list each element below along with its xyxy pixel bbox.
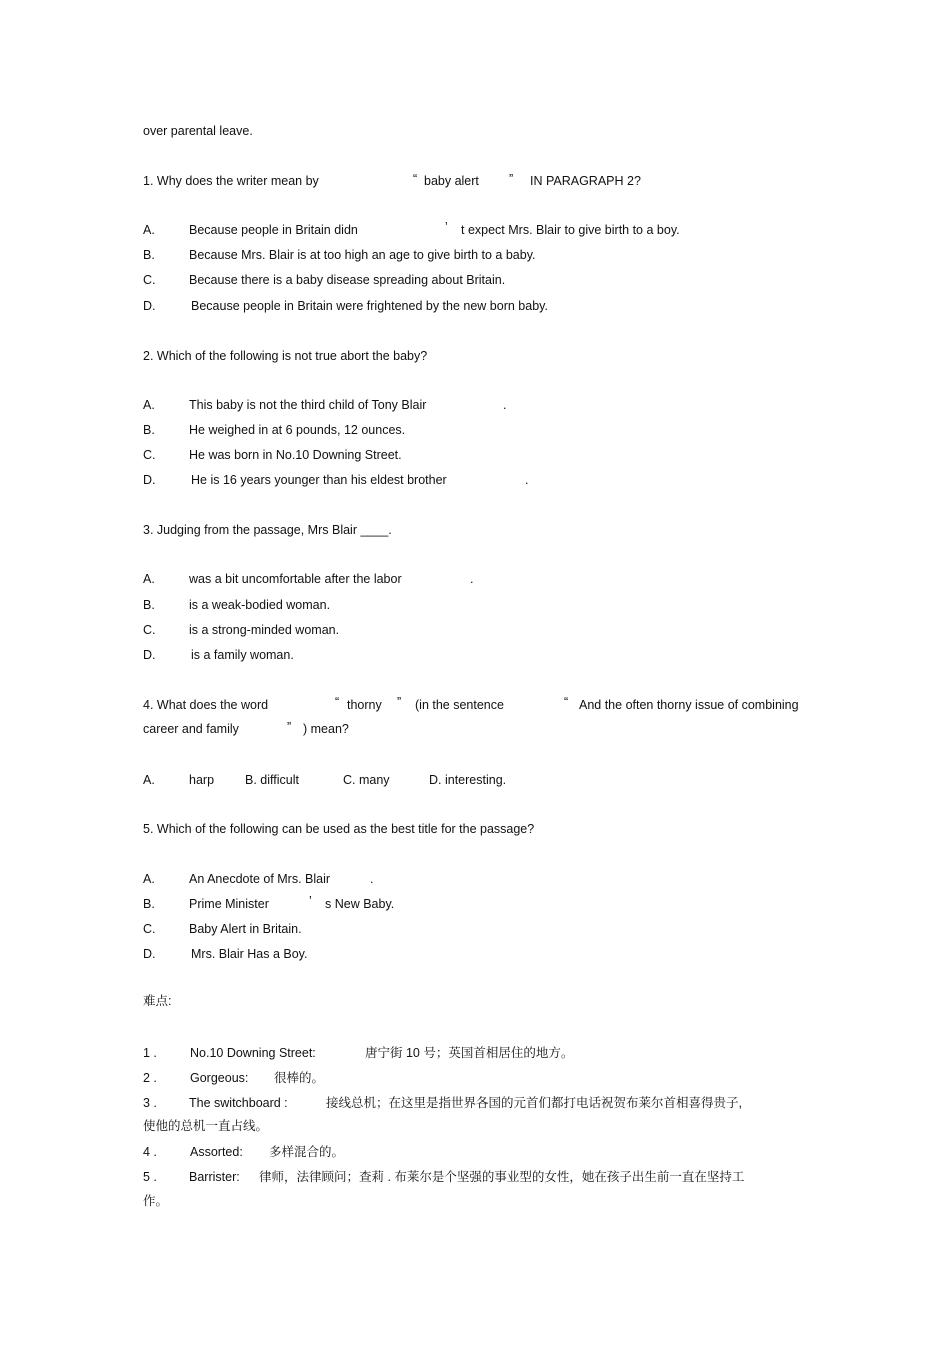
q1-option-a-apostrophe: ’ xyxy=(445,220,448,234)
q4-stem: 4. What does the word xyxy=(143,698,269,712)
q5-stem: 5. Which of the following can be used as the best title for the passage? xyxy=(143,822,535,836)
q3-option-d-letter: D. xyxy=(143,648,156,662)
q3-option-c-text: is a strong-minded woman. xyxy=(189,623,340,637)
q4-sentence-end: career and family xyxy=(143,722,239,736)
q1-option-a-text: Because people in Britain didn xyxy=(189,223,358,237)
q5-option-b-letter: B. xyxy=(143,897,155,911)
q3-option-c-letter: C. xyxy=(143,623,156,637)
notes-heading: 难点: xyxy=(143,994,172,1008)
q4-quote-close-2: ” xyxy=(287,720,292,734)
q1-option-c-text: Because there is a baby disease spreading about Britain. xyxy=(189,273,506,287)
note-3-number: 3 . xyxy=(143,1096,157,1110)
q5-option-b-text-end: s New Baby. xyxy=(325,897,395,911)
q1-option-c-letter: C. xyxy=(143,273,156,287)
q3-option-d-text: is a family woman. xyxy=(191,648,294,662)
q5-option-a-text: An Anecdote of Mrs. Blair xyxy=(189,872,331,886)
q4-quote-close-1: ” xyxy=(397,695,402,709)
q4-stem-end: ) mean? xyxy=(303,722,349,736)
q1-phrase: baby alert xyxy=(424,174,479,188)
q4-sentence: And the often thorny issue of combining xyxy=(579,698,799,712)
q5-option-a-dot: . xyxy=(370,872,374,886)
q3-option-a-text: was a bit uncomfortable after the labor xyxy=(189,572,402,586)
note-5-continuation: 作。 xyxy=(143,1194,169,1208)
q4-quote-open-1: “ xyxy=(335,695,340,709)
q1-option-b-text: Because Mrs. Blair is at too high an age to give birth to a baby. xyxy=(189,248,536,262)
q5-option-d-letter: D. xyxy=(143,947,156,961)
note-1-term: No.10 Downing Street: xyxy=(190,1046,316,1060)
q2-option-d-text: He is 16 years younger than his eldest brother xyxy=(191,473,447,487)
q3-option-a-letter: A. xyxy=(143,572,155,586)
q3-option-b-text: is a weak-bodied woman. xyxy=(189,598,331,612)
q4-option-b: B. difficult xyxy=(245,773,299,787)
q2-option-d-letter: D. xyxy=(143,473,156,487)
q2-option-a-dot: . xyxy=(503,398,507,412)
q5-option-c-letter: C. xyxy=(143,922,156,936)
q4-option-a-text: harp xyxy=(189,773,215,787)
note-2-number: 2 . xyxy=(143,1071,157,1085)
q5-option-d-text: Mrs. Blair Has a Boy. xyxy=(191,947,308,961)
note-3-definition: 接线总机；在这里是指世界各国的元首们都打电话祝贺布莱尔首相喜得贵子, xyxy=(326,1096,742,1110)
q1-option-b-letter: B. xyxy=(143,248,155,262)
note-5-number: 5 . xyxy=(143,1170,157,1184)
q4-option-d: D. interesting. xyxy=(429,773,507,787)
note-4-number: 4 . xyxy=(143,1145,157,1159)
note-2-definition: 很棒的。 xyxy=(274,1071,325,1085)
note-1-number: 1 . xyxy=(143,1046,157,1060)
note-3-continuation: 使他的总机一直占线。 xyxy=(143,1119,269,1133)
q1-option-d-letter: D. xyxy=(143,299,156,313)
q5-option-b-apostrophe: ’ xyxy=(309,894,312,908)
q1-stem: 1. Why does the writer mean by xyxy=(143,174,319,188)
q1-quote-open: “ xyxy=(413,172,418,186)
q2-option-c-letter: C. xyxy=(143,448,156,462)
q2-option-b-text: He weighed in at 6 pounds, 12 ounces. xyxy=(189,423,406,437)
q3-option-a-dot: . xyxy=(470,572,474,586)
q4-word: thorny xyxy=(347,698,382,712)
q1-option-a-letter: A. xyxy=(143,223,155,237)
note-2-term: Gorgeous: xyxy=(190,1071,249,1085)
note-1-definition: 唐宁街 10 号；英国首相居住的地方。 xyxy=(365,1046,574,1060)
q4-stem-mid: (in the sentence xyxy=(415,698,504,712)
q1-option-d-text: Because people in Britain were frightened by the new born baby. xyxy=(191,299,548,313)
q2-option-d-dot: . xyxy=(525,473,529,487)
note-4-term: Assorted: xyxy=(190,1145,243,1159)
q4-quote-open-2: “ xyxy=(564,695,569,709)
q1-option-a-text-end: t expect Mrs. Blair to give birth to a boy. xyxy=(461,223,680,237)
q5-option-c-text: Baby Alert in Britain. xyxy=(189,922,302,936)
q3-option-b-letter: B. xyxy=(143,598,155,612)
note-4-definition: 多样混合的。 xyxy=(269,1145,345,1159)
intro-text: over parental leave. xyxy=(143,124,253,138)
q1-stem-end: IN PARAGRAPH 2? xyxy=(530,174,641,188)
q2-option-c-text: He was born in No.10 Downing Street. xyxy=(189,448,402,462)
q5-option-b-text: Prime Minister xyxy=(189,897,269,911)
note-5-term: Barrister: xyxy=(189,1170,240,1184)
q2-option-b-letter: B. xyxy=(143,423,155,437)
note-5-definition: 律师，法律顾问；查莉 . 布莱尔是个坚强的事业型的女性，她在孩子出生前一直在坚持工 xyxy=(259,1170,745,1184)
q4-option-a-letter: A. xyxy=(143,773,155,787)
q5-option-a-letter: A. xyxy=(143,872,155,886)
q2-stem: 2. Which of the following is not true abort the baby? xyxy=(143,349,428,363)
note-3-term: The switchboard : xyxy=(189,1096,288,1110)
q1-quote-close: ” xyxy=(509,172,514,186)
q2-option-a-letter: A. xyxy=(143,398,155,412)
q4-option-c: C. many xyxy=(343,773,390,787)
q2-option-a-text: This baby is not the third child of Tony Blair xyxy=(189,398,427,412)
q3-stem: 3. Judging from the passage, Mrs Blair ____. xyxy=(143,523,392,537)
